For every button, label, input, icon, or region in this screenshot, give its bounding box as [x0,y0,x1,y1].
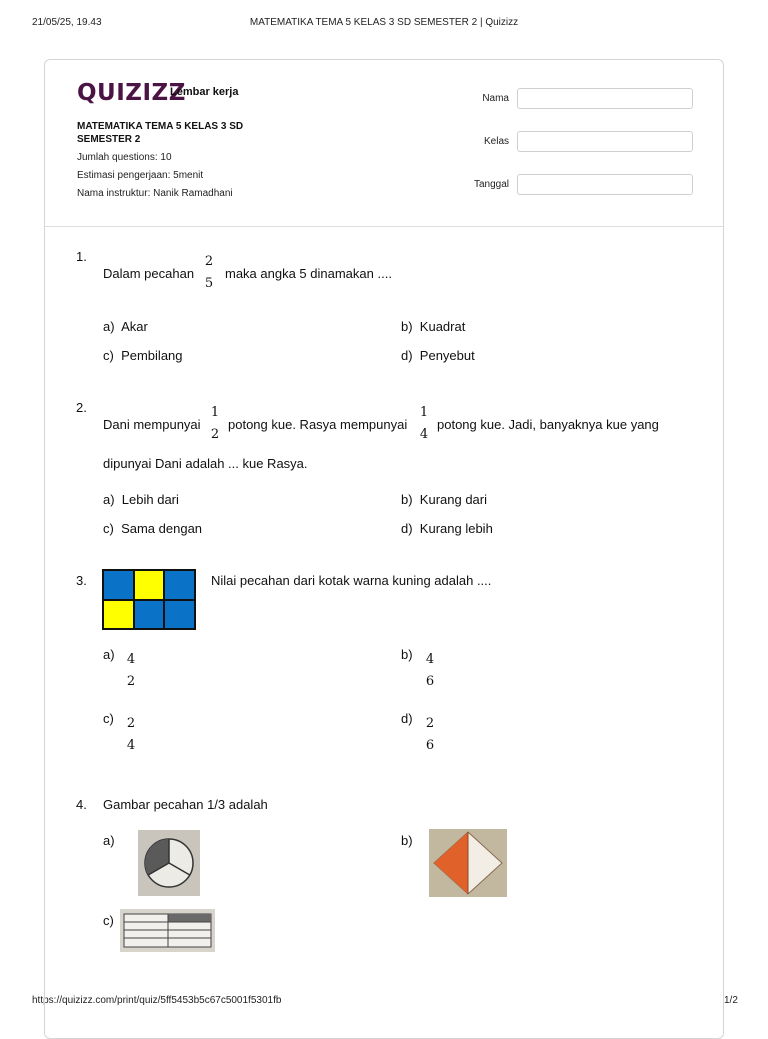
grid-cell [103,600,134,630]
option-text: Kurang dari [419,492,488,507]
option-letter: c) [103,348,114,363]
fraction-denominator: 2 [126,674,136,689]
fraction [208,402,222,446]
fraction-numerator: 2 [204,254,214,269]
option-text: Kurang lebih [419,521,493,536]
question-count: Jumlah questions: 10 [77,152,172,163]
grid-cell [164,570,195,600]
option-a[interactable] [103,492,179,507]
question-number: 1. [76,249,87,264]
name-field[interactable] [517,88,693,109]
question-text: Nilai pecahan dari kotak warna kuning adalah .... [211,573,492,588]
fraction-denominator: 6 [425,738,435,753]
instructor-name: Nama instruktur: Nanik Ramadhani [77,188,233,199]
option-c[interactable] [103,348,183,363]
fraction-numerator: 4 [126,652,136,667]
option-letter: a) [103,647,115,662]
fraction [124,649,138,693]
name-label: Nama [482,93,509,104]
option-letter: d) [401,521,413,536]
fraction-numerator: 1 [419,405,429,420]
quiz-title [77,120,297,146]
fraction-numerator: 2 [425,716,435,731]
class-label: Kelas [483,136,509,147]
option-b[interactable] [401,492,487,507]
circle-thirds-image [138,830,200,896]
question-text: Dalam pecahan [103,266,195,281]
question-text: dipunyai Dani adalah ... kue Rasya. [103,456,308,471]
option-text: Pembilang [121,348,183,363]
fraction [124,713,138,757]
class-field[interactable] [517,131,693,152]
grid-cell [103,570,134,600]
diamond-half-image [429,829,507,897]
option-c[interactable] [103,521,202,536]
fraction-numerator: 4 [425,652,435,667]
question-number: 4. [76,797,87,812]
fraction [423,713,437,757]
option-letter: d) [401,348,413,363]
option-letter: b) [401,492,413,507]
fraction-numerator: 2 [126,716,136,731]
print-page-number: 1/2 [724,995,738,1006]
time-estimate: Estimasi pengerjaan: 5menit [77,170,204,181]
grid-cell [164,600,195,630]
fraction [417,402,431,446]
question-text: maka angka 5 dinamakan .... [225,266,392,281]
option-d[interactable] [401,521,493,536]
fraction [423,649,437,693]
option-letter: a) [103,492,115,507]
option-text: Penyebut [419,348,475,363]
option-letter: b) [401,647,413,662]
option-letter: c) [103,521,114,536]
option-b[interactable] [401,319,465,334]
quiz-title-line-1: MATEMATIKA TEMA 5 KELAS 3 SD [77,121,244,132]
option-letter: b) [401,833,413,848]
print-datetime: 21/05/25, 19.43 [32,17,102,28]
option-text: Kuadrat [419,319,466,334]
question-text: potong kue. Rasya mempunyai [228,417,408,432]
fraction-denominator: 2 [210,427,220,442]
grid-cell [134,600,165,630]
rectangle-parts-image [120,909,215,952]
option-letter: d) [401,711,413,726]
option-text: Sama dengan [121,521,203,536]
question-text: potong kue. Jadi, banyaknya kue yang [437,417,659,432]
option-a[interactable] [103,319,148,334]
quizizz-logo: QUIZIZZ [77,80,186,106]
question-number: 3. [76,573,87,588]
grid-cell [134,570,165,600]
fraction-grid-image [102,569,196,630]
option-text: Lebih dari [121,492,179,507]
option-letter: a) [103,833,115,848]
question-text: Dani mempunyai [103,417,201,432]
option-d[interactable] [401,348,475,363]
fraction-numerator: 1 [210,405,220,420]
option-letter: a) [103,319,115,334]
fraction [202,251,216,295]
fraction-denominator: 6 [425,674,435,689]
print-page-title: MATEMATIKA TEMA 5 KELAS 3 SD SEMESTER 2 | Quizizz [249,17,519,28]
question-text: Gambar pecahan 1/3 adalah [103,797,268,812]
worksheet-label: Lembar kerja [170,86,239,98]
fraction-denominator: 4 [419,427,429,442]
option-text: Akar [121,319,148,334]
print-url[interactable]: https://quizizz.com/print/quiz/5ff5453b5c67c5001f5301fb [32,995,282,1006]
worksheet-header [45,60,723,227]
option-letter: b) [401,319,413,334]
question-number: 2. [76,400,87,415]
option-letter: c) [103,913,114,928]
fraction-denominator: 4 [126,738,136,753]
option-letter: c) [103,711,114,726]
fraction-denominator: 5 [204,276,214,291]
quiz-title-line-2: SEMESTER 2 [77,134,141,145]
date-field[interactable] [517,174,693,195]
date-label: Tanggal [473,179,509,190]
